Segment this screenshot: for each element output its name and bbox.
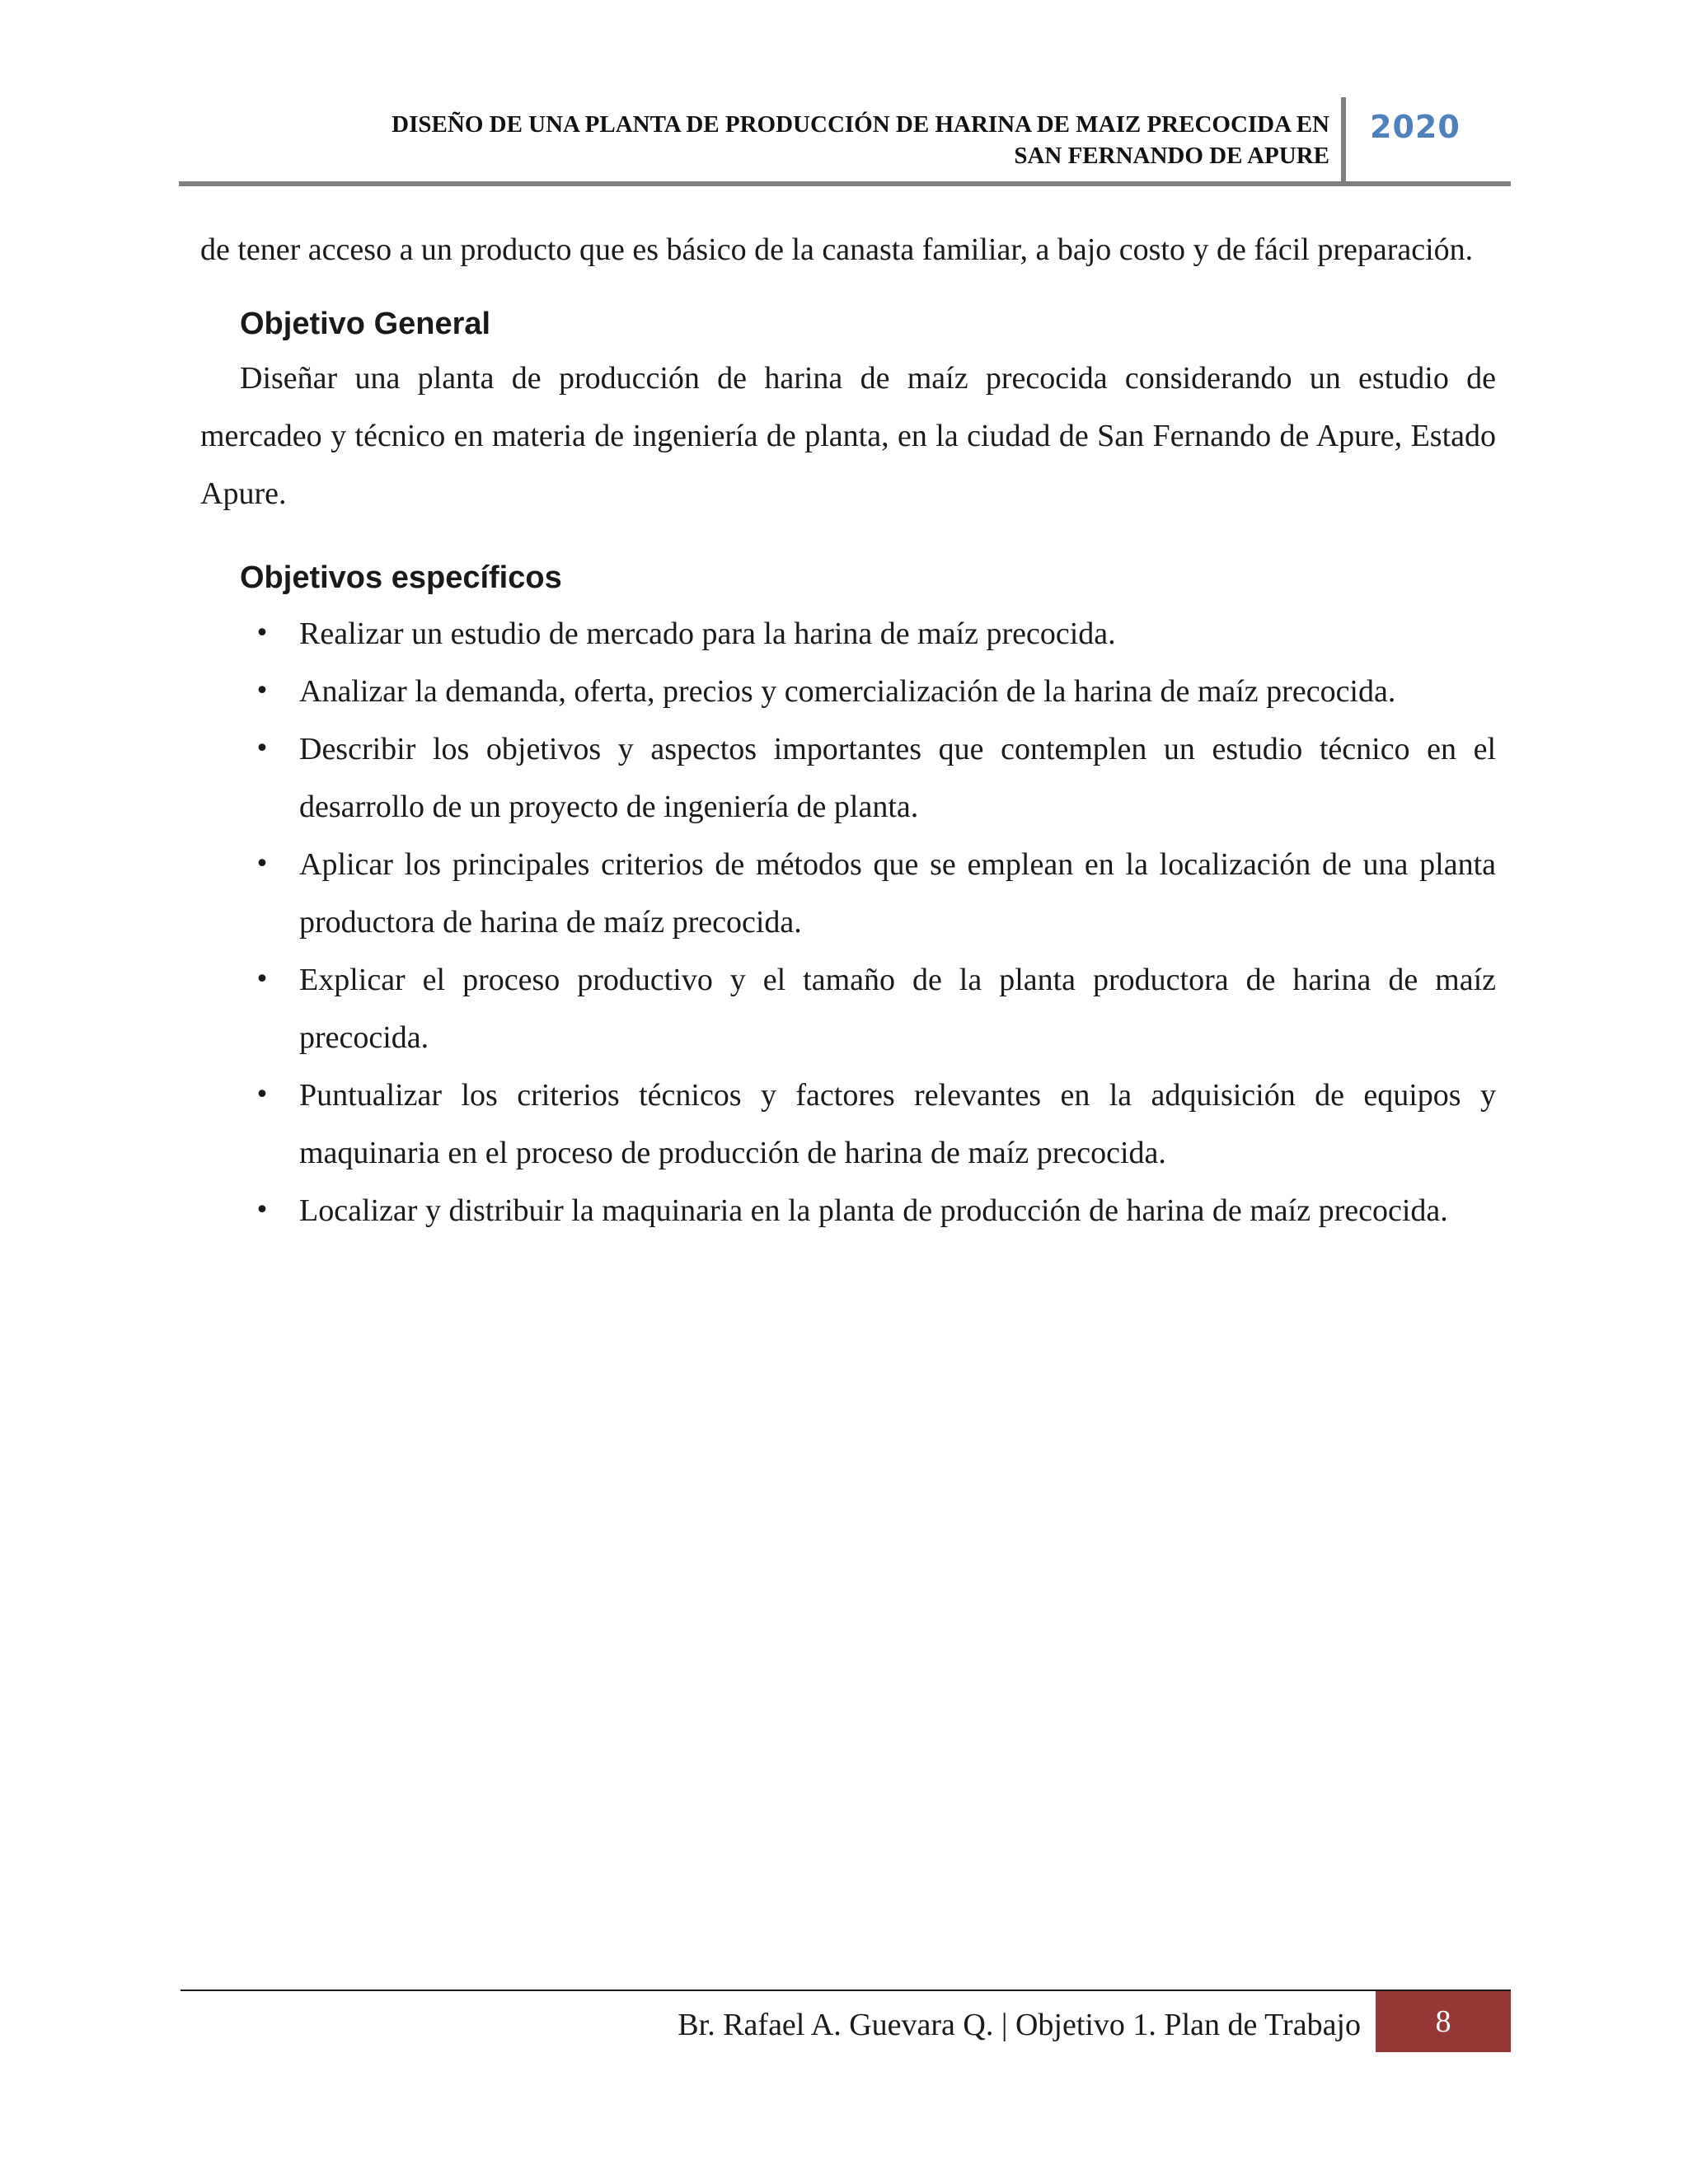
header-title	[392, 109, 1329, 171]
bullet-icon: •	[255, 619, 270, 648]
bullet-icon: •	[255, 1080, 270, 1109]
list-item	[200, 663, 1496, 720]
list-item	[200, 605, 1496, 663]
specific-objectives-list	[200, 605, 1496, 1240]
header-rule	[179, 181, 1511, 186]
list-item	[200, 720, 1496, 836]
bullet-icon: •	[255, 1196, 270, 1225]
list-item-text: Analizar la demanda, oferta, precios y comercialización de la harina de maíz precocida.	[299, 674, 1396, 709]
general-objective-paragraph: Diseñar una planta de producción de harina de maíz precocida considerando un estudio de mercadeo y técnico en materia de ingeniería de planta, en la ciudad de San Fernando de Apure, Estado Apure.	[200, 361, 1496, 511]
header-title-line2: SAN FERNANDO DE APURE	[1014, 143, 1329, 169]
header-divider	[1341, 97, 1346, 185]
footer-text: Br. Rafael A. Guevara Q. | Objetivo 1. Plan de Trabajo	[678, 2008, 1361, 2042]
bullet-icon: •	[255, 677, 270, 705]
page-header	[179, 97, 1511, 186]
list-item-text: Describir los objetivos y aspectos importantes que contemplen un estudio técnico en el desarrollo de un proyecto de ingeniería de planta.	[299, 732, 1496, 824]
list-item	[200, 836, 1496, 951]
bullet-icon: •	[255, 734, 270, 763]
header-year: 2020	[1370, 109, 1461, 145]
header-title-line1: DISEÑO DE UNA PLANTA DE PRODUCCIÓN DE HARINA DE MAIZ PRECOCIDA EN	[392, 111, 1329, 138]
intro-paragraph: de tener acceso a un producto que es básico de la canasta familiar, a bajo costo y de fácil preparación.	[200, 232, 1474, 267]
footer-rule	[181, 1990, 1511, 1991]
list-item-text: Aplicar los principales criterios de métodos que se emplean en la localización de una planta productora de harina de maíz precocida.	[299, 847, 1496, 940]
list-item-text: Localizar y distribuir la maquinaria en la planta de producción de harina de maíz precocida.	[299, 1193, 1448, 1228]
list-item-text: Realizar un estudio de mercado para la harina de maíz precocida.	[299, 616, 1116, 651]
bullet-icon: •	[255, 850, 270, 879]
list-item	[200, 1066, 1496, 1182]
general-objective-heading: Objetivo General	[240, 307, 491, 341]
bullet-icon: •	[255, 965, 270, 994]
specific-objectives-heading: Objetivos específicos	[240, 560, 562, 595]
list-item	[200, 951, 1496, 1066]
list-item-text: Puntualizar los criterios técnicos y factores relevantes en la adquisición de equipos y maquinaria en el proceso de producción de harina de maíz precocida.	[299, 1078, 1496, 1170]
list-item	[200, 1182, 1496, 1240]
list-item-text: Explicar el proceso productivo y el tamaño de la planta productora de harina de maíz precocida.	[299, 963, 1496, 1055]
page-number-badge: 8	[1376, 1991, 1511, 2052]
document-body	[200, 221, 1496, 1240]
